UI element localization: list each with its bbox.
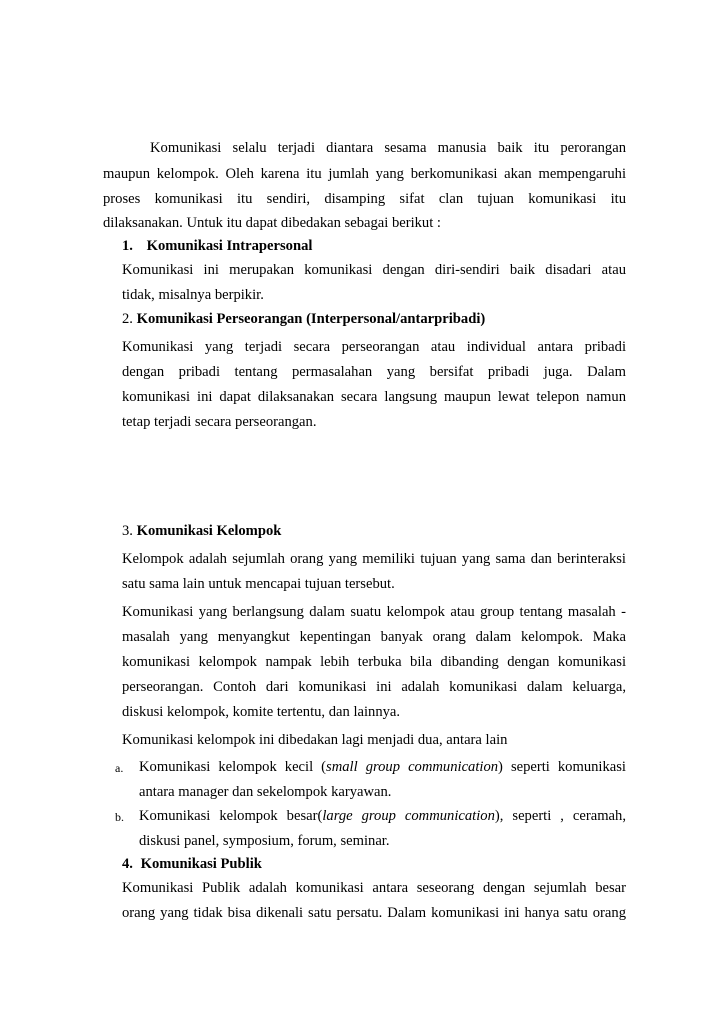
section-4-heading [122,855,262,873]
section-4-line-1: Komunikasi Publik adalah komunikasi antara seseorang dengan sejumlah besar [122,880,626,896]
intro-line-1: Komunikasi selalu terjadi diantara sesama manusia baik itu perorangan [150,140,626,156]
section-3-p2-line-1: Komunikasi yang berlangsung dalam suatu kelompok atau group tentang masalah - [122,604,626,620]
section-3-p2-line-5: diskusi kelompok, komite tertentu, dan lainnya. [122,704,401,720]
section-3-title: Komunikasi Kelompok [136,523,282,539]
list-item-b-text-end: ), seperti , ceramah, [494,808,626,824]
intro-line-4: dilaksanakan. Untuk itu dapat dibedakan sebagai berikut : [103,215,441,231]
section-2-heading [122,310,485,328]
section-4-line-2: orang yang tidak bisa dikenali satu persatu. Dalam komunikasi ini hanya satu orang [122,905,626,921]
section-2-title: Komunikasi Perseorangan (Interpersonal/antarpribadi) [136,311,486,327]
section-3-number: 3. [122,523,133,539]
section-3-p2-line-4: perseorangan. Contoh dari komunikasi ini adalah komunikasi dalam keluarga, [122,679,626,695]
intro-line-3: proses komunikasi itu sendiri, disamping sifat clan tujuan komunikasi itu [103,191,626,207]
section-3-heading [122,522,281,540]
section-2-line-3: komunikasi ini dapat dilaksanakan secara langsung maupun lewat telepon namun [122,389,626,405]
list-item-a-text: Komunikasi kelompok kecil ( [139,759,327,775]
list-item-a-emphasis: small group communication [326,759,499,775]
section-3-p2-line-2: masalah yang menyangkut kepentingan banyak orang dalam kelompok. Maka [122,629,626,645]
list-marker-a: a. [115,761,124,775]
list-item-a-line-2: antara manager dan sekelompok karyawan. [139,784,392,800]
section-4-title: Komunikasi Publik [140,856,262,872]
section-3-p2-line-3: komunikasi kelompok nampak lebih terbuka bila dibanding dengan komunikasi [122,654,626,670]
list-item-a-line-1 [139,758,626,776]
section-2-line-1: Komunikasi yang terjadi secara perseorangan atau individual antara pribadi [122,339,626,355]
section-3-p1-line-1: Kelompok adalah sejumlah orang yang memiliki tujuan yang sama dan berinteraksi [122,551,626,567]
list-marker-b: b. [115,810,124,824]
list-item-b-emphasis: large group communication [322,808,495,824]
list-item-b-line-2: diskusi panel, symposium, forum, seminar. [139,833,390,849]
section-1-heading [122,237,312,255]
list-item-a-text-end: ) seperti komunikasi [498,759,626,775]
section-4-number: 4. [122,856,133,872]
list-item-b-text: Komunikasi kelompok besar( [139,808,323,824]
section-1-line-1: Komunikasi ini merupakan komunikasi dengan diri-sendiri baik disadari atau [122,262,626,278]
section-2-line-4: tetap terjadi secara perseorangan. [122,414,317,430]
section-2-line-2: dengan pribadi tentang permasalahan yang bersifat pribadi juga. Dalam [122,364,626,380]
section-1-number: 1. [122,238,133,254]
list-item-b-line-1 [139,807,626,825]
section-2-number: 2. [122,311,133,327]
section-3-p3: Komunikasi kelompok ini dibedakan lagi menjadi dua, antara lain [122,732,508,748]
intro-line-2: maupun kelompok. Oleh karena itu jumlah yang berkomunikasi akan mempengaruhi [103,166,626,182]
section-1-title: Komunikasi Intrapersonal [146,238,313,254]
section-1-line-2: tidak, misalnya berpikir. [122,287,264,303]
section-3-p1-line-2: satu sama lain untuk mencapai tujuan tersebut. [122,576,395,592]
